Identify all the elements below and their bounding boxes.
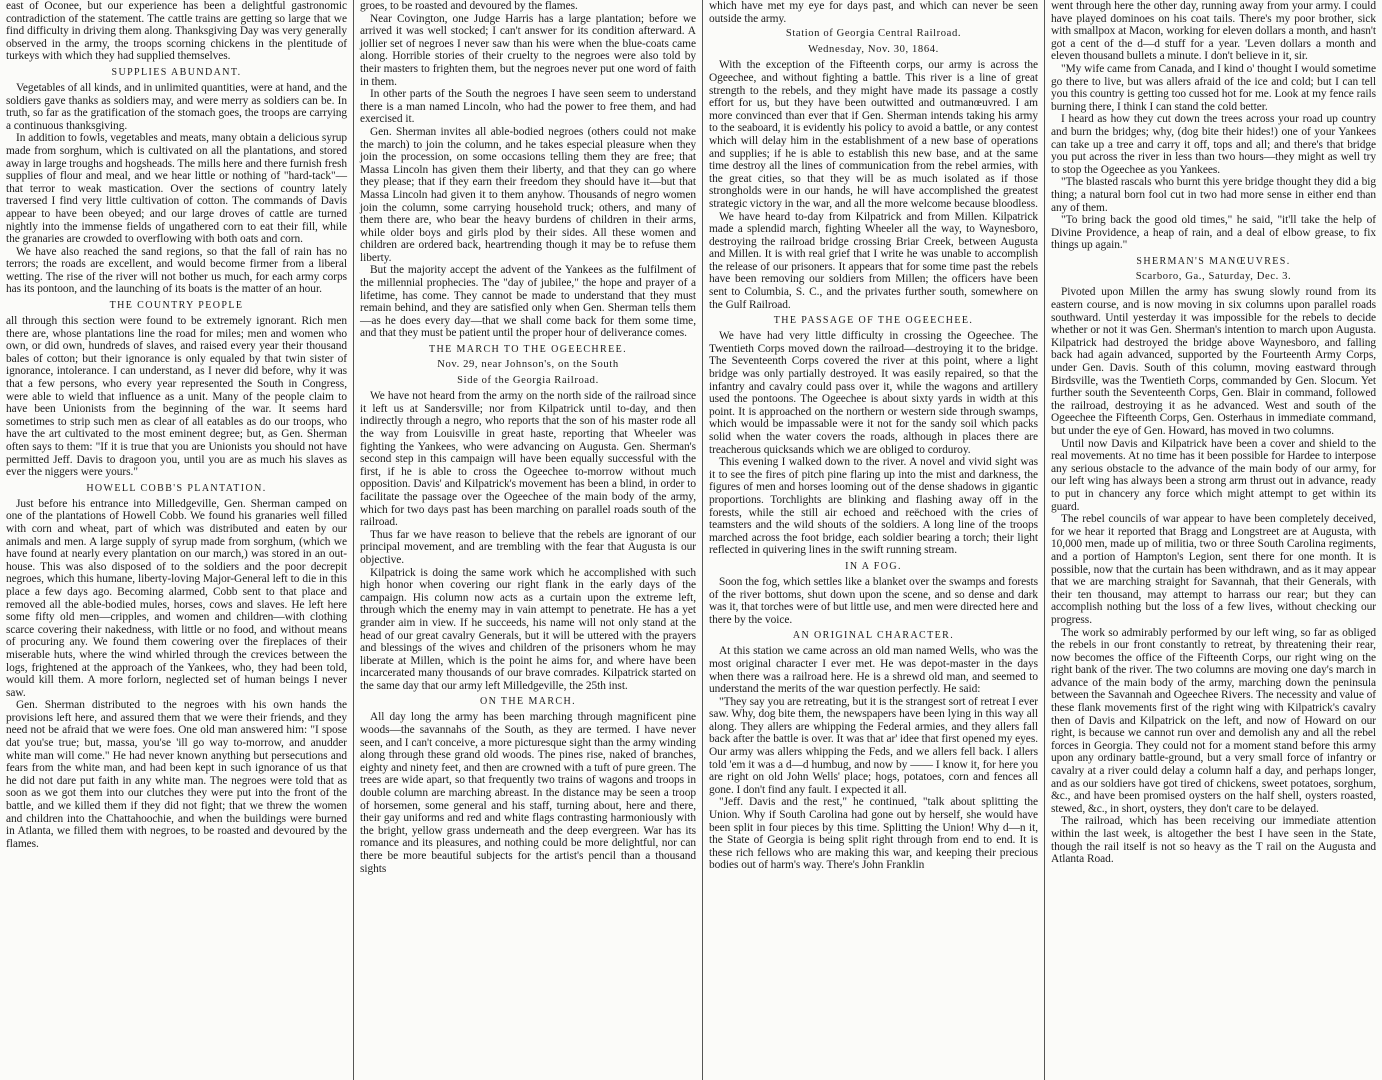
dateline: Wednesday, Nov. 30, 1864.: [808, 43, 939, 55]
article-paragraph: In addition to fowls, vegetables and meats, many obtain a delicious syrup made from sorghum, which is cultivated on all the plantations, and stored away in large troughs and hogsheads. The mills here and there furnish fresh supplies of flour and meal, and we hear little or nothing of "hard-tack"—that terror to weak mastication. Over the sections of country lately traversed I find very little cultivation of cotton. The commands of Davis appear to have been obeyed; and our large droves of cattle are turned nightly into the immense fields of ungathered corn to eat their fill, while the granaries are crowded to overflowing with both oats and corn.: [6, 132, 347, 246]
article-paragraph: "To bring back the good old times," he said, "it'll take the help of Divine Providence, a heap of rain, and a deal of elbow grease, to fix things up again.": [1051, 214, 1376, 252]
column-4: [1045, 0, 1382, 1080]
article-paragraph: Until now Davis and Kilpatrick have been a cover and shield to the real movements. At no time has it been possible for Hardee to interpose any serious obstacle to the advance of the main body of our army, for our left wing has always been a strong arm thrust out in advance, ready to put in chancery any force which might attempt to get within its guard.: [1051, 437, 1376, 513]
article-paragraph: The railroad, which has been receiving our immediate attention within the last week, is altogether the best I have seen in the State, though the rail itself is not so heavy as the T rail on the Augusta and Atlanta Road.: [1051, 815, 1376, 866]
article-paragraph: With the exception of the Fifteenth corps, our army is across the Ogeechee, and without fighting a battle. This river is a line of great strength to the rebels, and they might have made its passage a costly effort for us, but they have been outwitted and outmanœuvred. I am more convinced than ever that if Gen. Sherman intends taking his army to the seaboard, it is evidently his policy to avoid a battle, or any contest which will delay him in the establishment of a new base of operations and supplies; if he is able to establish this new base, and at the same time destroy all the lines of communication from the rebel armies, with the great cities, so that they will be as much isolated as if those strongholds were in our hands, he will have accomplished the greatest strategic victory in the war, and all the more welcome because bloodless.: [709, 59, 1038, 210]
article-paragraph: Near Covington, one Judge Harris has a large plantation; before we arrived it was well stocked; I can't answer for its condition afterward. A jollier set of negroes I never saw than his were when the blue-coats came along. Horrible stories of their cruelty to the negroes were also told by their masters to frighten them, but the negroes never put one word of faith in them.: [360, 12, 696, 88]
article-paragraph: Kilpatrick is doing the same work which he accomplished with such high honor when covering our right flank in the early days of the campaign. His column now acts as a curtain upon the extreme left, through which the enemy may in vain attempt to penetrate. He has a yet grander aim in view. If he succeeds, his name will not only stand at the head of our great cavalry Generals, but it will be uttered with the prayers and blessings of the wives and children of the prisoners whom he may liberate at Millen, which is the point he aims for, and where have been incarcerated many thousands of our brave comrades. Kilpatrick started on the same day that our army left Milledgeville, the 25th inst.: [360, 566, 696, 692]
article-paragraph: We have had very little difficulty in crossing the Ogeechee. The Twentieth Corps moved down the railroad—destroying it to the bridge. The Seventeenth Corps covered the river at this point, where a light bridge was only partially destroyed. It was easily repaired, so that the infantry and cavalry could pass over it, while the wagons and artillery used the pontoons. The Ogeechee is about sixty yards in width at this point. It is approached on the northern or western side through swamps, which would be impassable were it not for the sandy soil which packs solid when the water covers the roads, although in places there are treacherous quicksands which we are obliged to corduroy.: [709, 330, 1038, 456]
article-paragraph: "The blasted rascals who burnt this yere bridge thought they did a big thing; a natural born fool cut in two had more sense in either end than any of them.: [1051, 176, 1376, 214]
article-paragraph: Thus far we have reason to believe that the rebels are ignorant of our principal movement, and are trembling with the fear that Augusta is our objective.: [360, 528, 696, 566]
article-paragraph: This evening I walked down to the river. A novel and vivid sight was it to see the fires of pitch pine flaring up into the mist and darkness, the figures of men and horses looming out of the dense shadows in gigantic proportions. Torchlights are blinking and flashing away off in the forests, while the still air echoed and reëchoed with the cries of teamsters and the wild shouts of the soldiers. A long line of the troops marched across the foot bridge, each soldier bearing a torch; their light reflected in quivering lines in the swift running stream.: [709, 456, 1038, 557]
article-paragraph: east of Oconee, but our experience has been a delightful gastronomic contradiction of the statement. The cattle trains are getting so large that we find difficulty in driving them along. Thanksgiving Day was very generally observed in the army, the troops scorning chickens in the plentitude of turkeys with which they had supplied themselves.: [6, 0, 347, 63]
dateline: Station of Georgia Central Railroad.: [785, 28, 962, 40]
article-paragraph: Gen. Sherman distributed to the negroes with his own hands the provisions left here, and assured them that we were their friends, and they need not be afraid that we were foes. One old man answered him: "I spose dat you'se true; but, massa, you'se 'ill go way to-morrow, and anudder white man will come." He had never known anything but persecutions and fears from the white man, and had been kept in such ignorance of us that he did not dare put faith in any white man. The negroes were told that as soon as we got them into our clutches they were put into the front of the battle, and we killed them if they did not fight; that we threw the women and children into the Chattahoochie, and when the buildings were burned in Atlanta, we filled them with negroes, to be roasted and devoured by the flames.: [6, 699, 347, 850]
section-heading: AN ORIGINAL CHARACTER.: [792, 630, 955, 642]
section-heading: ON THE MARCH.: [479, 696, 577, 708]
article-paragraph: At this station we came across an old man named Wells, who was the most original character I ever met. He was depot-master in the days when there was a railroad here. He is a shrewd old man, and seemed to understand the merits of the war question perfectly. He said:: [709, 645, 1038, 696]
column-3: [703, 0, 1044, 1080]
article-paragraph: In other parts of the South the negroes I have seen seem to understand there is a man named Lincoln, who had the power to free them, and had exercised it.: [360, 88, 696, 126]
article-paragraph: Pivoted upon Millen the army has swung slowly round from its eastern course, and is now moving in six columns upon parallel roads southward. Until yesterday it was impossible for the rebels to decide whether or not it was Gen. Sherman's intention to march upon Augusta. Kilpatrick had destroyed the bridge above Waynesboro, and falling back had again advanced, supported by the Fourteenth Army Corps, under Gen. Davis. South of this column, moving eastward through Birdsville, was the Twentieth Corps, commanded by Gen. Slocum. Yet further south the Seventeenth Corps, Gen. Blair in command, followed the railroad, destroying it as he advanced. West and south of the Ogeechee the Fifteenth Corps, Gen. Osterhaus in immediate command, but under the eye of Gen. Howard, has moved in two columns.: [1051, 286, 1376, 437]
article-paragraph: Gen. Sherman invites all able-bodied negroes (others could not make the march) to join the column, and he takes especial pleasure when they join the procession, on some occasions telling them they are free; that Massa Lincoln has given them their liberty, and that they can go where they please; that if they earn their freedom they should have it—but that Massa Lincoln had given it to them anyhow. Thousands of negro women join the column, some carrying household truck; others, and many of them there are, who bear the heavy burdens of children in their arms, while older boys and girls plod by their sides. All these women and children are ordered back, heartrending though it may be to refuse them liberty.: [360, 125, 696, 264]
section-heading: THE PASSAGE OF THE OGEECHEE.: [773, 315, 974, 327]
article-paragraph: "They say you are retreating, but it is the strangest sort of retreat I ever saw. Why, dog bite them, the newspapers have been lying in this way all along. They allers are whipping the Federal armies, and they allers fall back after the battle is over. It was that ar' idee that first opened my eyes. Our army was allers whipping the Feds, and we allers fell back. I allers told 'em it was a d—d humbug, and now by —— I know it, for here you are right on old John Wells' place; hogs, potatoes, corn and fences all gone. I don't find any fault. I expected it all.: [709, 695, 1038, 796]
section-heading: THE MARCH TO THE OGEECHREE.: [428, 344, 628, 356]
article-paragraph: Just before his entrance into Milledgeville, Gen. Sherman camped on one of the plantations of Howell Cobb. We found his granaries well filled with corn and wheat, part of which was distributed and eaten by our animals and men. A large supply of syrup made from sorghum, (which we have found at nearly every plantation on our march,) was stored in an out-house. This was also disposed of to the soldiers and the poor decrepit negroes, which this humane, liberty-loving Major-General left to die in this place a few days ago. Becoming alarmed, Cobb sent to that place and removed all the able-bodied mules, horses, cows and slaves. He left here some fifty old men—cripples, and women and children—with clothing scarce covering their nakedness, with little or no food, and without means of procuring any. We found them cowering over the fireplaces of their miserable huts, where the wind whirled through the crevices between the logs, frightened at the approach of the Yankees, who, they had been told, would kill them. A more forlorn, neglected set of human beings I never saw.: [6, 497, 347, 699]
article-paragraph: "My wife came from Canada, and I kind o' thought I would sometime go there to live, but was allers afraid of the ice and cold; but I can tell you this country is getting too cussed hot for me. Look at my fence rails burning there, I think I can stand the cold better.: [1051, 62, 1376, 113]
section-heading: SUPPLIES ABUNDANT.: [111, 66, 242, 78]
article-paragraph: We have also reached the sand regions, so that the fall of rain has no terrors; the roads are excellent, and would become firmer from a liberal wetting. The rise of the river will not bother us much, for each army corps has its pontoon, and the launching of its boats is the matter of an hour.: [6, 245, 347, 296]
article-paragraph: The rebel councils of war appear to have been completely deceived, for we hear it reported that Bragg and Longstreet are at Augusta, with 10,000 men, made up of militia, two or three South Carolina regiments, and a portion of Hampton's Legion, sent there for one month. It is possible, now that the curtain has been withdrawn, and as it may appear that we are marching straight for Savannah, that their Generals, with their ten thousand, may attempt to harrass our rear; but they can accomplish nothing but the loss of a few lives, without checking our progress.: [1051, 513, 1376, 626]
article-paragraph: I heard as how they cut down the trees across your road up country and burn the bridges; why, (dog bite their hides!) one of your Yankees can take up a tree and carry it off, tops and all; and there's that bridge you put across the river in less than two hours—they might as well try to stop the Ogeechee as you Yankees.: [1051, 113, 1376, 176]
article-paragraph: went through here the other day, running away from your army. I could have played dominoes on his coat tails. There's my poor brother, sick with smallpox at Macon, working for eleven dollars a month, and hasn't got a cent of the d—d stuff for a year. 'Leven dollars a month and eleven thousand bullets a minute. I don't believe in it, sir.: [1051, 0, 1376, 63]
column-1: [0, 0, 353, 1080]
dateline: Nov. 29, near Johnson's, on the South: [437, 359, 619, 371]
article-paragraph: The work so admirably performed by our left wing, so far as obliged the rebels in our front constantly to retreat, by threatening their rear, now becomes the office of the Fifteenth Corps, our right wing on the right bank of the river. The two columns are moving one day's march in advance of the main body of the army, marching down the peninsula between the Savannah and Ogeechee Rivers. The necessity and value of these flank movements first of the right wing with Kilpatrick's cavalry then of Davis and Kilpatrick on the left, and now of Howard on our right, is because we cannot run over and demolish any and all the rebel forces in Georgia. They could not for a moment stand before this army upon any ordinary battle-ground, but a very small force of infantry or cavalry at a river could delay a column half a day, and perhaps longer, and as our soldiers have got tired of chickens, sweet potatoes, sorghum, &c., and have been promised oysters on the half shell, oysters roasted, stewed, &c., in short, oysters, they don't care to be delayed.: [1051, 626, 1377, 815]
section-heading: SHERMAN'S MANŒUVRES.: [1136, 255, 1291, 267]
article-paragraph: All day long the army has been marching through magnificent pine woods—the savannahs of the South, as they are termed. I have never seen, and I can't conceive, a more picturesque sight than the army winding along through these grand old woods. The pines rise, naked of branches, eighty and ninety feet, and then are crowned with a tuft of pure green. The trees are wide apart, so that frequently two trains of wagons and troops in double column are marching abreast. In the distance may be seen a troop of horsemen, some general and his staff, turning about, here and there, their gay uniforms and red and white flags contrasting harmoniously with the bright, yellow grass underneath and the deep evergreen. War has its romance and its pleasures, and nothing could be more delightful, nor can there be more beautiful subjects for the artist's pencil than a thousand sights: [360, 711, 696, 875]
article-paragraph: We have not heard from the army on the north side of the railroad since it left us at Sandersville; nor from Kilpatrick until to-day, and then indirectly through a negro, who reports that the son of his master rode all the way from Louisville in great haste, reporting that Wheeler was fighting the Yankees, who were advancing on Augusta. Gen. Sherman's second step in this campaign will have been equally successful with the first, if he is able to cross the Ogeechee to-morrow without much opposition. Davis' and Kilpatrick's movement has been a blind, in order to facilitate the passage over the Ogeechee of the main body of the army, which for two days past has been marching on parallel roads south of the railroad.: [360, 390, 696, 529]
section-heading: IN A FOG.: [845, 560, 902, 572]
section-heading: THE COUNTRY PEOPLE: [109, 300, 244, 312]
article-paragraph: We have heard to-day from Kilpatrick and from Millen. Kilpatrick made a splendid march, fighting Wheeler all the way, to Waynesboro, destroying the railroad bridge crossing Briar Creek, between Augusta and Millen. It is with real grief that I write he was unable to accomplish the release of our prisoners. It appears that for some time past the rebels have been removing our soldiers from Millen; the officers have been sent to Columbia, S. C., and the privates further south, somewhere on the Gulf Railroad.: [709, 210, 1038, 311]
article-paragraph: which have met my eye for days past, and which can never be seen outside the army.: [709, 0, 1038, 25]
article-paragraph: Vegetables of all kinds, and in unlimited quantities, were at hand, and the soldiers gave thanks as soldiers may, and were merry as soldiers can be. In truth, so far as the gratification of the stomach goes, the troops are carrying a continuous thanksgiving.: [6, 81, 347, 132]
column-2: [354, 0, 702, 1080]
dateline: Side of the Georgia Railroad.: [457, 374, 599, 386]
article-paragraph: "Jeff. Davis and the rest," he continued, "talk about splitting the Union. Why if South Carolina had gone out by herself, she would have been split in four pieces by this time. Splitting the Union! Why d—n it, the State of Georgia is being split right through from end to end. It is these rich fellows who are making this war, and keeping their precious bodies out of harm's way. There's John Franklin: [709, 796, 1038, 872]
article-paragraph: all through this section were found to be extremely ignorant. Rich men there are, whose plantations line the road for miles; men and women who own, or did own, hundreds of slaves, and raised every year their thousand bales of cotton; but their ignorance is only equaled by that twin sister of ignorance, intolerance. I can understand, as I never did before, why it was that a few persons, who every year represented the South in Congress, were able to wield that influence as a unit. Many of the people claim to have been Unionists from the beginning of the war. It seems hard sometimes to strip such men as clear of all eatables as do our troops, who have the art cultivated to the most eminent degree; but, as Gen. Sherman often says to them: "If it is true that you are Unionists you should not have permitted Jeff. Davis to dragoon you, until you are as much his slaves as ever the niggers were yours.": [6, 315, 347, 479]
article-paragraph: Soon the fog, which settles like a blanket over the swamps and forests of the river bottoms, shut down upon the scene, and so dense and dark was it, that torches were of but little use, and men were directed here and there by the voice.: [709, 575, 1038, 626]
section-heading: HOWELL COBB'S PLANTATION.: [86, 482, 267, 494]
dateline: Scarboro, Ga., Saturday, Dec. 3.: [1135, 270, 1292, 282]
article-paragraph: groes, to be roasted and devoured by the flames.: [360, 0, 578, 12]
article-paragraph: But the majority accept the advent of the Yankees as the fulfilment of the millennial prophecies. The "day of jubilee," the hope and prayer of a lifetime, has come. They cannot be made to understand that they must remain behind, and they are satisfied only when Gen. Sherman tells them—as he does every day—that we shall come back for them some time, and that they must be patient until the proper hour of deliverance comes.: [360, 264, 696, 340]
